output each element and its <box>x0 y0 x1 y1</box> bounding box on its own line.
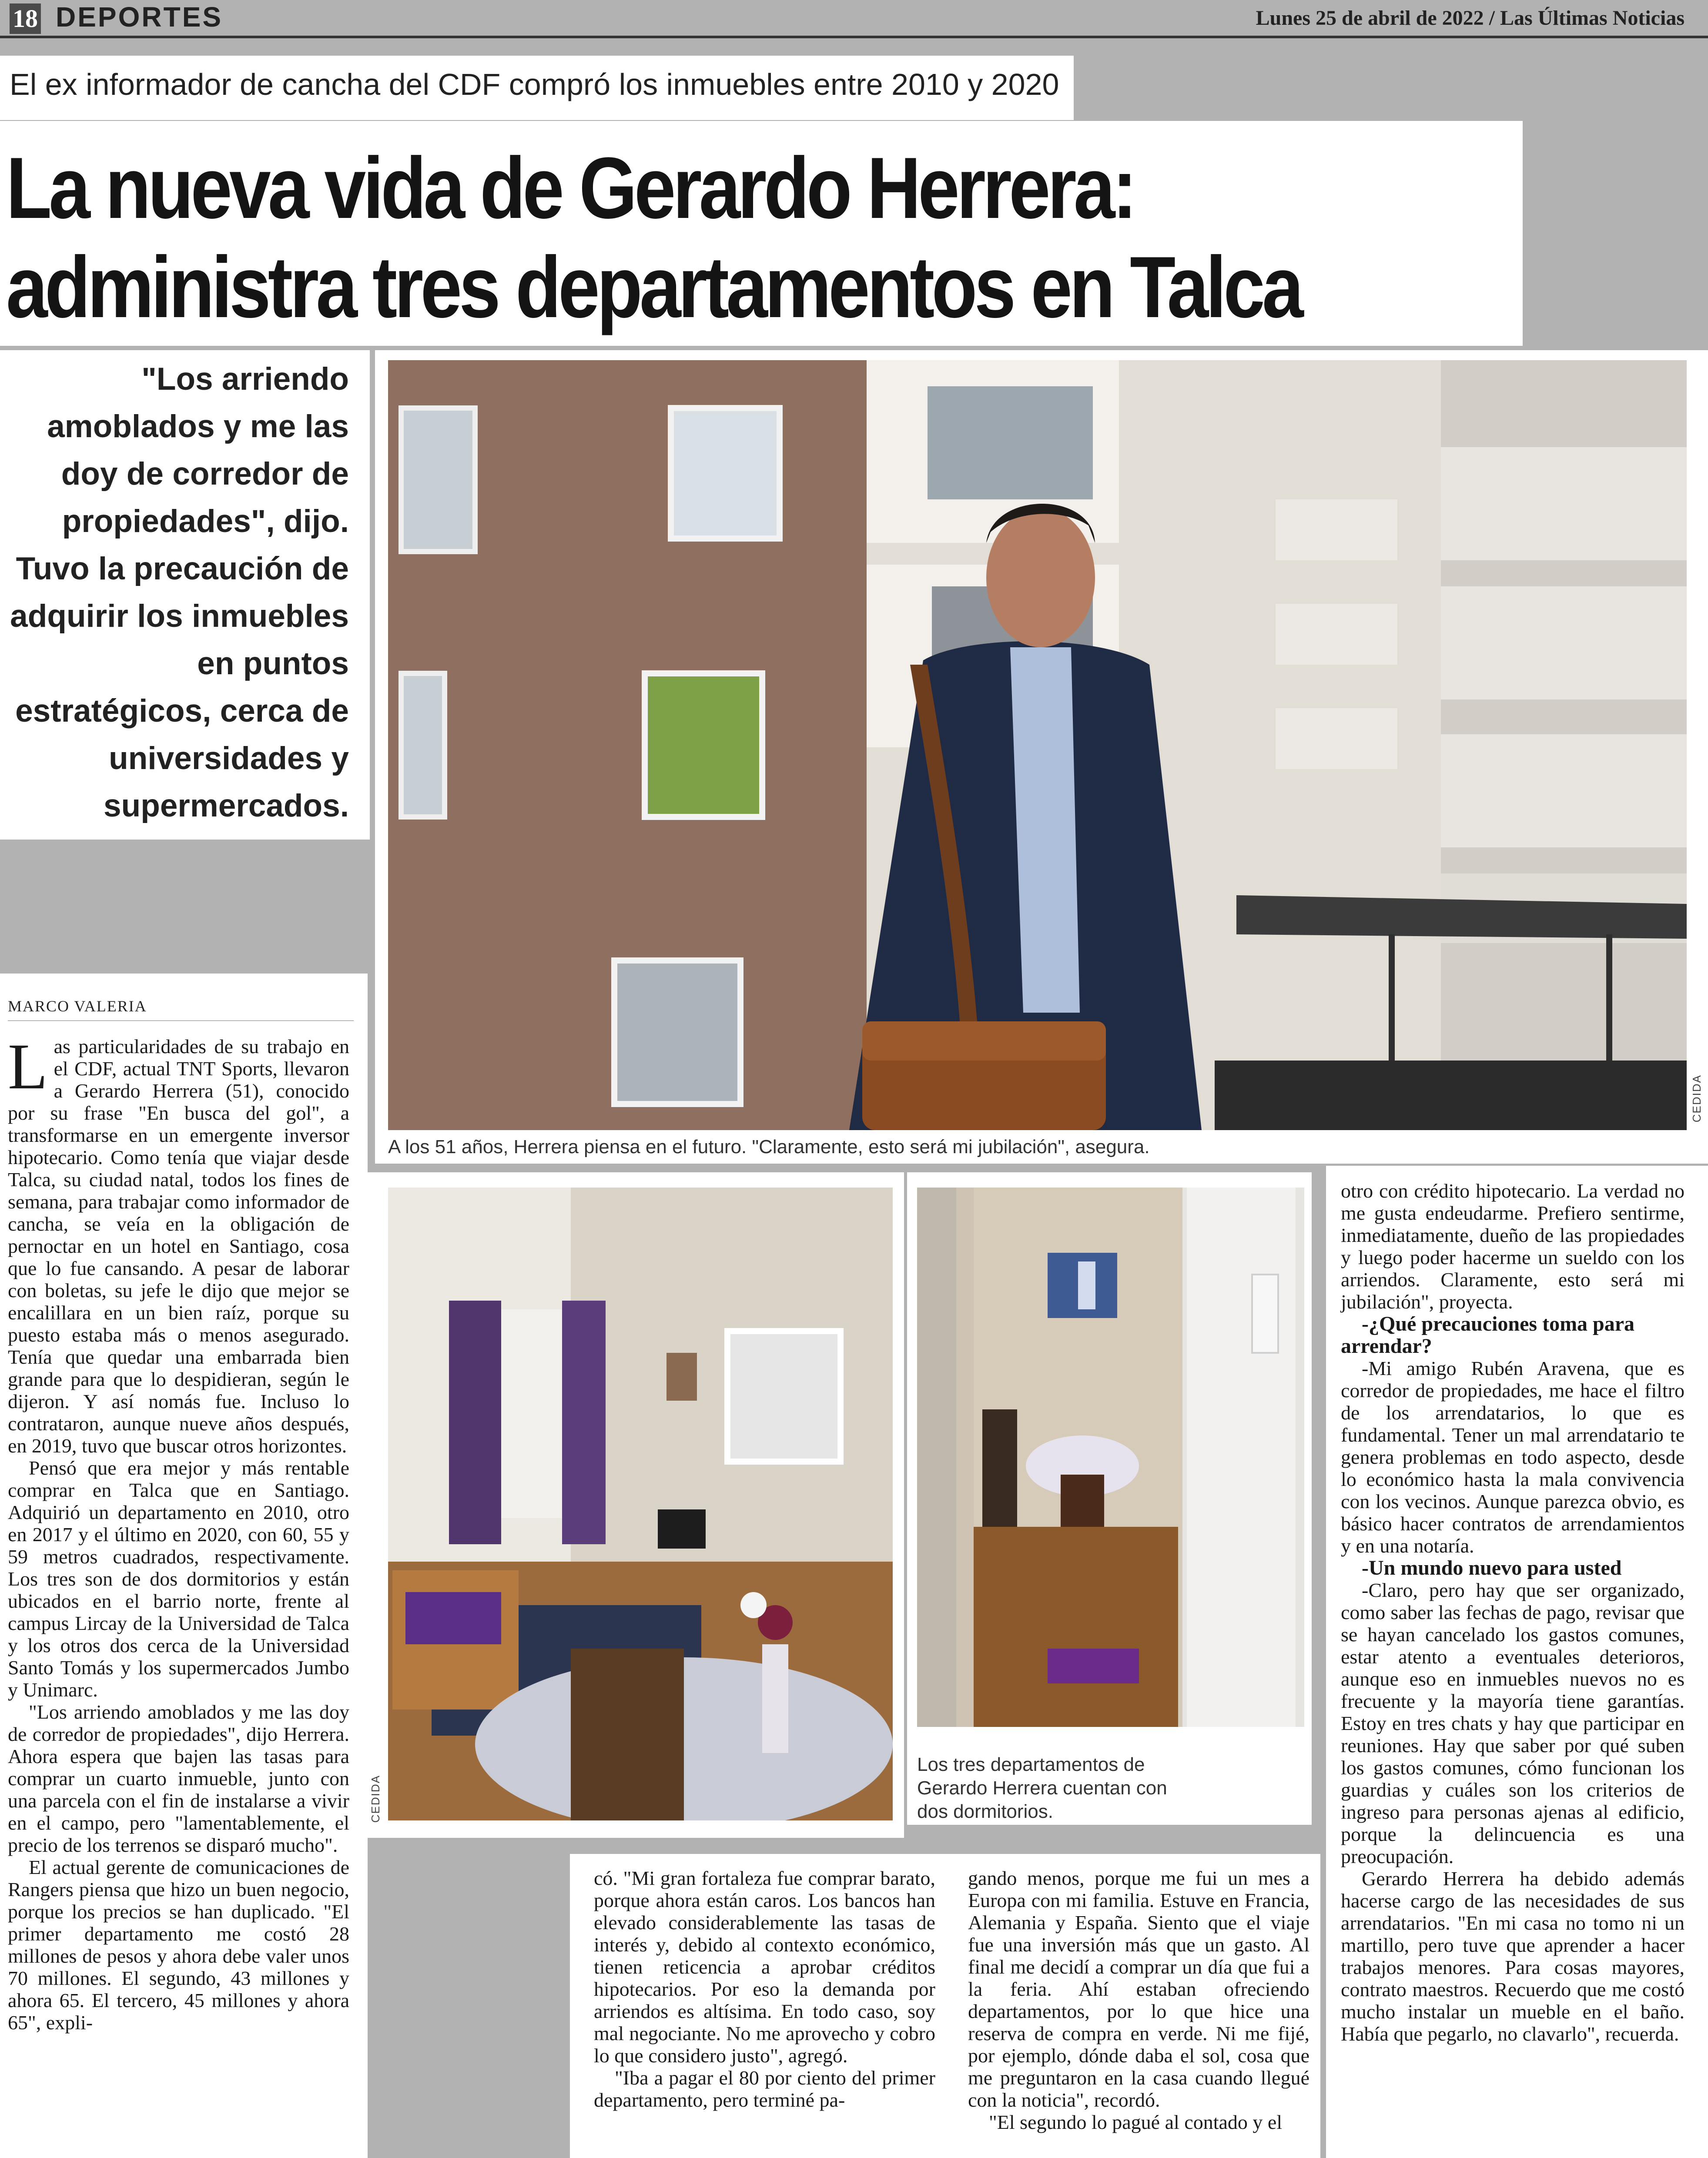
main-photo-caption: A los 51 años, Herrera piensa en el futuro. "Claramente, esto será mi jubilación", asegura. <box>388 1136 1150 1158</box>
living-room-photo-credit: CEDIDA <box>369 1775 382 1823</box>
issue-date: Lunes 25 de abril de 2022 / <box>1256 7 1495 30</box>
col1-paragraph-4: El actual gerente de comunicaciones de Rangers piensa que hizo un buen negocio, porque los precios se han duplicado. "El primer departamento me costó 28 millones de pesos y ahora debe valer unos 70 millones. El segundo, 43 millones y ahora 65. El tercero, 45 millones y ahora 65", expli- <box>8 1856 349 2034</box>
hallway-illustration <box>917 1188 1304 1727</box>
drop-cap: L <box>8 1030 48 1103</box>
living-room-illustration <box>388 1188 893 1820</box>
interview-answer-2: -Claro, pero hay que ser organizado, como saber las fechas de pago, revisar que se hayan cancelado los gastos comunes, estar atento a eventuales deterioros, aunque eso en inmuebles nuevos no es frecuente y la mayoría tiene garantías. Estoy en tres chats y hay que participar en reuniones. Hay que saber por qué suben los gastos comunes, cómo funcionan los guardias y cuáles son los criterios de ingreso para personas ajenas al edificio, porque la delincuencia es una preocupación. <box>1341 1579 1685 1867</box>
col4-paragraph-1: otro con crédito hipotecario. La verdad no me gusta endeudarme. Prefiero sentirme, inmediatamente, dueño de las propiedades y luego poder hacerme un sueldo con los arriendos. Claramente, esto será mi jubilación", proyecta. <box>1341 1180 1685 1313</box>
pull-quote: "Los arriendo amoblados y me las doy de corredor de propiedades", dijo. Tuvo la precaución de adquirir los inmuebles en puntos estratégicos, cerca de universidades y supermercados. <box>10 361 349 823</box>
col1-paragraph-2: Pensó que era mejor y más rentable comprar en Talca que en Santiago. Adquirió un departamento en 2010, otro en 2017 y el último en 2020, con 60, 55 y 59 metros cuadrados, respectivamente. Los tres son de dos dormitorios y están ubicados en el barrio norte, frente al campus Lircay de la Universidad de Talca y los otros dos cerca de la Universidad Santo Tomás y los supermercados Jumbo y Unimarc. <box>8 1457 349 1701</box>
pull-quote-box <box>0 350 370 840</box>
dateline <box>1256 6 1685 30</box>
main-photo-credit: CEDIDA <box>1690 1074 1703 1123</box>
column-1 <box>8 1030 349 2034</box>
headline-box <box>0 121 1523 346</box>
col2-paragraph-2: "Iba a pagar el 80 por ciento del primer departamento, pero terminé pa- <box>594 2067 935 2111</box>
living-room-photo <box>388 1188 893 1820</box>
interview-question-1: -¿Qué precauciones toma para arrendar? <box>1341 1312 1635 1358</box>
hallway-photo <box>917 1188 1304 1727</box>
main-photo <box>388 360 1687 1130</box>
col1-paragraph-3: "Los arriendo amoblados y me las doy de corredor de propiedades", dijo Herrera. Ahora espera que bajen las tasas para comprar un cuarto inmueble, junto con una parcela con el fin de instalarse a vivir en el campo, pero "lamentablemente, el precio de los terrenos se disparó mucho". <box>8 1701 349 1856</box>
col4-closing-paragraph: Gerardo Herrera ha debido además hacerse cargo de las necesidades de sus arrendatarios. "En mi casa no tomo ni un martillo, pero tuve que aprender a hacer trabajos menores. Para cosas mayores, contrato maestros. Recuerdo que me costó mucho instalar un mueble en el baño. Había que pegarlo, no clavarlo", recuerda. <box>1341 1867 1685 2045</box>
header-rule <box>0 36 1708 38</box>
col2-paragraph-1: có. "Mi gran fortaleza fue comprar barato, porque ahora están caros. Los bancos han elevado considerablemente las tasas de interés y, debido al contexto económico, tienen reticencia a aprobar créditos hipotecarios. Por eso la demanda por arriendos es altísima. En todo caso, soy mal negociante. No me aprovecho y cobro lo que considero justo", agregó. <box>594 1867 935 2067</box>
headline-line-2: administra tres departamentos en Talca <box>6 239 1301 336</box>
col3-paragraph-1: gando menos, porque me fui un mes a Europa con mi familia. Estuve en Francia, Alemania y España. Siento que el viaje fue una inversión más que un gasto. Al final me decidí a comprar un día que fui a la feria. Ahí estaban ofreciendo departamentos, por lo que hice una reserva de compra en verde. Ni me fijé, por ejemplo, dónde daba el sol, cosa que me preguntaron en la casa cuando llegué con la noticia", recordó. <box>968 1867 1309 2111</box>
col1-paragraph-1: as particularidades de su trabajo en el CDF, actual TNT Sports, llevaron a Gerardo Herrera (51), conocido por su frase "En busca del gol", a transformarse en un emergente inversor hipotecario. Como tenía que viajar desde Talca, su ciudad natal, todos los fines de semana, para trabajar como informador de cancha, se veía en la obligación de pernoctar en un hotel en Santiago, cosa que lo fue cansando. A pesar de laborar con boletas, su jefe le dijo que mejor se encalillara en un bien raíz, porque su puesto estaba más o menos asegurado. Tenía que quedar una embarrada bien grande para que lo despidieran, según le dijeron. Y así nomás fue. Incluso lo contrataron, aunque nueve años después, en 2019, tuvo que buscar otros horizontes. <box>8 1035 349 1457</box>
byline: MARCO VALERIA <box>8 997 147 1015</box>
rooms-caption: Los tres departamentos de Gerardo Herrera cuentan con dos dormitorios. <box>917 1754 1167 1822</box>
column-4 <box>1341 1180 1685 2045</box>
column-3 <box>968 1867 1309 2133</box>
col3-paragraph-2: "El segundo lo pagué al contado y el <box>989 2111 1283 2133</box>
main-photo-illustration <box>388 360 1687 1130</box>
section-name: DEPORTES <box>56 1 223 33</box>
headline-line-1: La nueva vida de Gerardo Herrera: <box>6 140 1134 237</box>
interview-question-2: -Un mundo nuevo para usted <box>1362 1556 1622 1579</box>
byline-rule <box>8 1020 354 1021</box>
interview-answer-1: -Mi amigo Rubén Aravena, que es corredor de propiedades, me hace el filtro de los arrendatarios, lo que es fundamental. Tener un mal arrendatario te genera problemas en todo aspecto, desde lo económico hasta la mala convivencia con los vecinos. Aunque parezca obvio, es básico hacer contratos de arrendamientos y en una notaría. <box>1341 1357 1685 1557</box>
kicker: El ex informador de cancha del CDF compró los inmuebles entre 2010 y 2020 <box>10 67 1059 101</box>
page-number: 18 <box>10 3 41 34</box>
kicker-box <box>0 56 1074 120</box>
newspaper-name: Las Últimas Noticias <box>1500 7 1685 30</box>
column-2 <box>594 1867 935 2111</box>
